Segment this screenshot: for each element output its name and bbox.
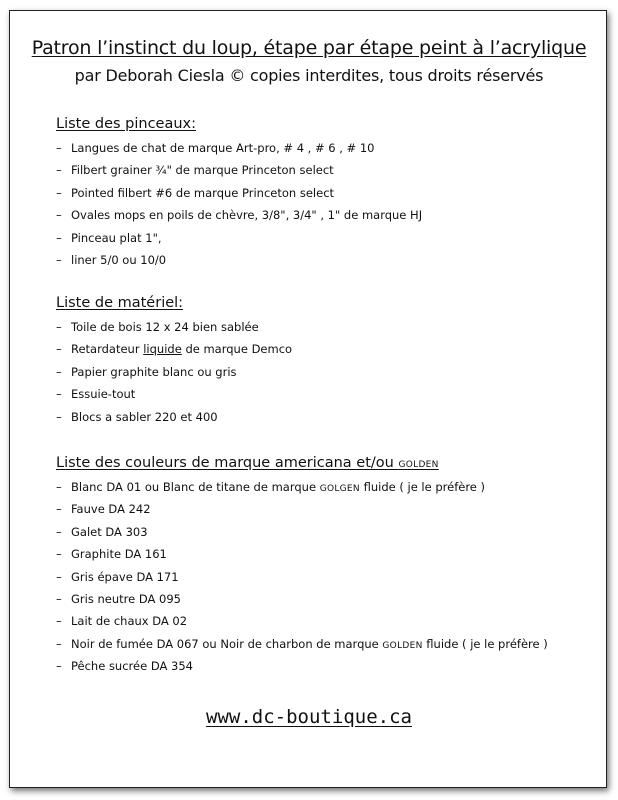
brushes-section: [56, 114, 596, 271]
colors-heading-brand: GOLDEN: [398, 460, 439, 470]
color-item-text: Pêche sucrée DA 354: [71, 659, 193, 674]
materials-heading: Liste de matériel:: [56, 295, 184, 311]
document-subtitle: par Deborah Ciesla © copies interdites, tous droits réservés: [74, 66, 544, 85]
color-item: [56, 498, 596, 520]
color-item: [56, 476, 596, 498]
material-item-text: Blocs a sabler 220 et 400: [71, 409, 218, 424]
brush-item: [56, 182, 596, 204]
material-item: [56, 406, 596, 428]
materials-section: [56, 293, 596, 428]
bullet-dash: –: [56, 230, 62, 245]
color-item-text: Noir de fumée DA 067 ou Noir de charbon de marque GOLDEN fluide ( je le préfère ): [71, 636, 548, 651]
brand-name: GOLGEN: [319, 484, 360, 494]
bullet-dash: –: [56, 591, 62, 606]
material-item-text: Essuie-tout: [71, 387, 136, 402]
colors-heading: [56, 453, 596, 473]
bullet-dash: –: [56, 480, 62, 494]
colors-heading-main: Liste des couleurs de marque americana et/ou: [56, 455, 399, 471]
material-item: [56, 383, 596, 405]
bullet-dash: –: [56, 320, 62, 334]
material-item-text: Papier graphite blanc ou gris: [71, 364, 237, 379]
brand-name: GOLDEN: [382, 640, 423, 651]
brush-item-text: Pointed filbert #6 de marque Princeton select: [71, 185, 335, 200]
colors-section: [56, 453, 596, 678]
bullet-dash: –: [56, 342, 62, 357]
material-item: [56, 316, 596, 338]
color-item: [56, 588, 596, 610]
bullet-dash: –: [56, 636, 62, 651]
bullet-dash: –: [56, 409, 62, 424]
brushes-list: [56, 137, 596, 271]
color-item-text: Graphite DA 161: [71, 547, 167, 562]
material-item: [56, 361, 596, 383]
bullet-dash: –: [56, 252, 62, 267]
material-item: [56, 338, 596, 360]
brush-item: [56, 227, 596, 249]
bullet-dash: –: [56, 659, 62, 674]
color-item: [56, 543, 596, 565]
brush-item: [56, 249, 596, 271]
brush-item-text: liner 5/0 ou 10/0: [71, 252, 167, 267]
brushes-heading: Liste des pinceaux:: [56, 116, 197, 132]
material-item-text: Retardateur liquide de marque Demco: [71, 342, 293, 357]
bullet-dash: –: [56, 208, 62, 223]
brush-item: [56, 137, 596, 159]
bullet-dash: –: [56, 185, 62, 200]
color-item: [56, 610, 596, 632]
material-item-text: Toile de bois 12 x 24 bien sablée: [71, 320, 259, 334]
color-item: [56, 655, 596, 677]
document-title: Patron l’instinct du loup, étape par étape peint à l’acrylique: [31, 37, 587, 59]
colors-list: [56, 476, 596, 678]
color-item: [56, 566, 596, 588]
bullet-dash: –: [56, 163, 62, 178]
materials-list: [56, 316, 596, 428]
bullet-dash: –: [56, 614, 62, 629]
brush-item-text: Filbert grainer ¾" de marque Princeton select: [71, 163, 334, 178]
brush-item: [56, 159, 596, 181]
underlined-word: liquide: [143, 342, 182, 357]
bullet-dash: –: [56, 141, 62, 155]
color-item-text: Lait de chaux DA 02: [71, 614, 188, 629]
color-item: [56, 633, 596, 655]
color-item: [56, 521, 596, 543]
color-item-text: Fauve DA 242: [71, 502, 151, 517]
website-link[interactable]: www.dc-boutique.ca: [206, 706, 412, 728]
bullet-dash: –: [56, 387, 62, 402]
brush-item-text: Pinceau plat 1",: [71, 230, 162, 245]
bullet-dash: –: [56, 502, 62, 517]
color-item-text: Galet DA 303: [71, 524, 148, 539]
bullet-dash: –: [56, 364, 62, 379]
bullet-dash: –: [56, 569, 62, 584]
brush-item: [56, 204, 596, 226]
color-item-text: Gris neutre DA 095: [71, 591, 181, 606]
brush-item-text: Langues de chat de marque Art-pro, # 4 , # 6 , # 10: [71, 141, 375, 155]
bullet-dash: –: [56, 524, 62, 539]
color-item-text: Blanc DA 01 ou Blanc de titane de marque GOLGEN fluide ( je le préfère ): [71, 480, 486, 494]
brush-item-text: Ovales mops en poils de chèvre, 3/8", 3/4" , 1" de marque HJ: [71, 208, 423, 223]
color-item-text: Gris épave DA 171: [71, 569, 179, 584]
bullet-dash: –: [56, 547, 62, 562]
